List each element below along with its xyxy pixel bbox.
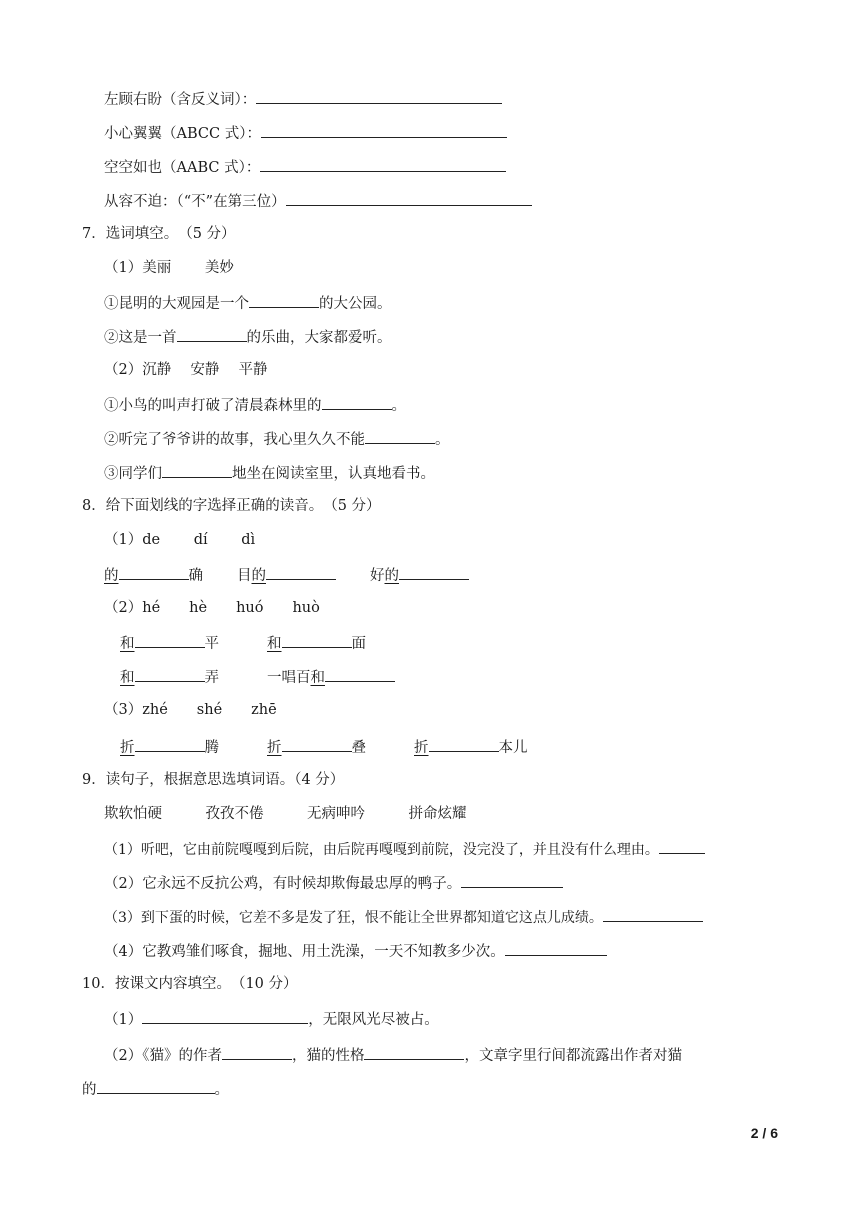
q10-sentence: （2）《猫》的作者 ，猫的性格 ，文章字里行间都流露出作者对猫	[104, 1044, 682, 1066]
q8-part1-items: 的 确 目的 好的	[104, 564, 469, 586]
answer-blank[interactable]	[135, 666, 205, 682]
answer-blank[interactable]	[461, 872, 563, 888]
answer-blank[interactable]	[249, 292, 319, 308]
answer-blank[interactable]	[142, 1008, 308, 1024]
q7-sentence: ②这是一首 的乐曲，大家都爱听。	[104, 326, 392, 348]
answer-blank[interactable]	[322, 394, 392, 410]
question-10-title: 10．按课文内容填空。 （10 分）	[82, 976, 298, 992]
idiom-prompt: 空空如也（AABC 式）：	[104, 160, 261, 176]
q9-sentence: （1）听吧，它由前院嘎嘎到后院，由后院再嘎嘎到前院，没完没了，并且没有什么理由。	[104, 838, 705, 860]
q7-sentence: ①昆明的大观园是一个 的大公园。	[104, 292, 392, 314]
answer-blank[interactable]	[256, 88, 502, 104]
answer-blank[interactable]	[603, 906, 703, 922]
answer-blank[interactable]	[399, 564, 469, 580]
idiom-line-2	[104, 122, 507, 144]
answer-blank[interactable]	[266, 564, 336, 580]
answer-blank[interactable]	[135, 736, 205, 752]
answer-blank[interactable]	[659, 838, 705, 854]
q10-sentence-cont: 的 。	[82, 1078, 229, 1100]
page-number: 2 / 6	[750, 1125, 778, 1141]
q7-sentence: ①小鸟的叫声打破了清晨森林里的 。	[104, 394, 406, 416]
q9-word-bank: 欺软怕硬 孜孜不倦 无病呻吟 拼命炫耀	[104, 806, 467, 822]
answer-blank[interactable]	[429, 736, 499, 752]
q8-part3-items: 折 腾 折 叠 折 本儿	[120, 736, 528, 758]
answer-blank[interactable]	[261, 122, 507, 138]
q7-part1-words: （1）美丽 美妙	[104, 260, 234, 276]
q8-part1-options: （1）de dí dì	[104, 532, 256, 548]
question-7-title: 7．选词填空。 （5 分）	[82, 226, 236, 242]
q9-sentence: （4）它教鸡雏们啄食，掘地、用土洗澡，一天不知教多少次。	[104, 940, 607, 962]
q8-part2-items: 和 平 和 面	[120, 632, 366, 654]
q8-part2-items: 和 弄 一唱百和	[120, 666, 395, 688]
q7-part2-words: （2）沉静 安静 平静	[104, 362, 268, 378]
answer-blank[interactable]	[97, 1078, 215, 1094]
q7-sentence: ②听完了爷爷讲的故事，我心里久久不能 。	[104, 428, 450, 450]
q9-sentence: （2）它永远不反抗公鸡，有时候却欺侮最忠厚的鸭子。	[104, 872, 563, 894]
answer-blank[interactable]	[260, 156, 506, 172]
answer-blank[interactable]	[282, 632, 352, 648]
answer-blank[interactable]	[135, 632, 205, 648]
answer-blank[interactable]	[222, 1044, 292, 1060]
answer-blank[interactable]	[177, 326, 247, 342]
idiom-line-1	[104, 88, 502, 110]
q8-part2-options: （2）hé hè huó huò	[104, 600, 320, 616]
question-9-title: 9．读句子，根据意思选填词语。（4 分）	[82, 772, 345, 788]
idiom-line-4	[104, 190, 532, 212]
idiom-prompt: 从容不迫：（“不”在第三位）	[104, 194, 286, 210]
answer-blank[interactable]	[505, 940, 607, 956]
q7-sentence: ③同学们 地坐在阅读室里，认真地看书。	[104, 462, 435, 484]
q9-sentence: （3）到下蛋的时候，它差不多是发了狂，恨不能让全世界都知道它这点儿成绩。	[104, 906, 703, 928]
q10-sentence: （1） ，无限风光尽被占。	[104, 1008, 439, 1030]
idiom-prompt: 左顾右盼（含反义词）：	[104, 92, 257, 108]
answer-blank[interactable]	[282, 736, 352, 752]
idiom-prompt: 小心翼翼（ABCC 式）：	[104, 126, 261, 142]
idiom-line-3	[104, 156, 506, 178]
answer-blank[interactable]	[162, 462, 232, 478]
answer-blank[interactable]	[119, 564, 189, 580]
q8-part3-options: （3）zhé shé zhē	[104, 702, 277, 718]
question-8-title: 8．给下面划线的字选择正确的读音。 （5 分）	[82, 498, 381, 514]
answer-blank[interactable]	[286, 190, 532, 206]
answer-blank[interactable]	[364, 1044, 464, 1060]
answer-blank[interactable]	[325, 666, 395, 682]
answer-blank[interactable]	[365, 428, 435, 444]
